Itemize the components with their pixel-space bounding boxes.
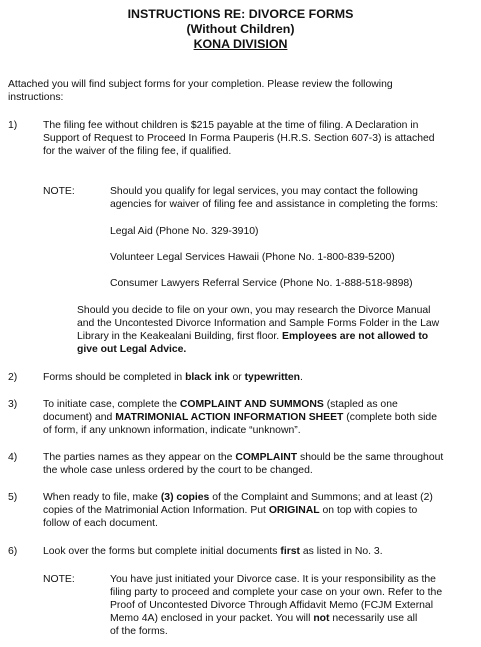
item-6-note-label: NOTE:: [43, 574, 75, 585]
item-1-line-3: for the waiver of the filing fee, if qualified.: [43, 146, 232, 157]
item-4-line-1: The parties names as they appear on the COMPLAINT should be the same throughout: [43, 452, 444, 463]
item-1-note-label: NOTE:: [43, 186, 75, 197]
item-6-note-line-1: You have just initiated your Divorce case. It is your responsibility as the: [110, 574, 436, 585]
agency-legal-aid: Legal Aid (Phone No. 329-3910): [110, 226, 259, 237]
item-1-line-2: Support of Request to Proceed In Forma Pauperis (H.R.S. Section 607-3) is attached: [43, 133, 435, 144]
item-1-note-line-1: Should you qualify for legal services, you may contact the following: [110, 186, 418, 197]
item-2-number: 2): [8, 372, 18, 383]
item-4-line-2: the whole case unless ordered by the court to be changed.: [43, 465, 313, 476]
legal-advice-warning: Employees are not allowed to: [282, 331, 429, 342]
document-title: INSTRUCTIONS RE: DIVORCE FORMS: [127, 7, 354, 21]
item-1-extra-line-1: Should you decide to file on your own, you may research the Divorce Manual: [77, 305, 431, 316]
item-6-note-line-5: of the forms.: [110, 626, 168, 637]
item-1-number: 1): [8, 120, 18, 131]
item-1-line-1: The filing fee without children is $215 payable at the time of filing. A Declaration in: [43, 120, 419, 131]
item-5-line-1: When ready to file, make (3) copies of the Complaint and Summons; and at least (2): [43, 492, 433, 503]
document-subtitle: (Without Children): [186, 22, 295, 36]
agency-consumer-lawyers: Consumer Lawyers Referral Service (Phone No. 1-888-518-9898): [110, 278, 413, 289]
item-6-note-line-2: filing party to proceed and complete your case on your own. Refer to the: [110, 587, 443, 598]
intro-line-2: instructions:: [8, 92, 64, 103]
item-5-number: 5): [8, 492, 18, 503]
item-3-number: 3): [8, 399, 18, 410]
item-6-number: 6): [8, 546, 18, 557]
intro-line-1: Attached you will find subject forms for your completion. Please review the following: [8, 79, 393, 90]
item-6-note-line-3: Proof of Uncontested Divorce Through Affidavit Memo (FCJM External: [110, 600, 434, 611]
item-6-line-1: Look over the forms but complete initial documents first as listed in No. 3.: [43, 546, 383, 557]
item-2-line-1: Forms should be completed in black ink or typewritten.: [43, 372, 303, 383]
agency-volunteer-legal-services: Volunteer Legal Services Hawaii (Phone No. 1-800-839-5200): [110, 252, 395, 263]
item-6-note-line-4: Memo 4A) enclosed in your packet. You will not necessarily use all: [110, 613, 418, 624]
item-3-line-3: of form, if any unknown information, indicate “unknown”.: [43, 425, 301, 436]
item-1-note-line-2: agencies for waiver of filing fee and assistance in completing the forms:: [110, 199, 439, 210]
item-1-extra-line-4: give out Legal Advice.: [77, 344, 187, 355]
item-3-line-1: To initiate case, complete the COMPLAINT AND SUMMONS (stapled as one: [43, 399, 398, 410]
item-5-line-2: copies of the Matrimonial Action Information. Put ORIGINAL on top with copies to: [43, 505, 418, 516]
item-1-extra-line-3: Library in the Keakealani Building, first floor. Employees are not allowed to: [77, 331, 429, 342]
item-4-number: 4): [8, 452, 18, 463]
division-heading: KONA DIVISION: [193, 37, 288, 51]
item-5-line-3: follow of each document.: [43, 518, 158, 529]
item-1-extra-line-2: and the Uncontested Divorce Information and Sample Forms Folder in the Law: [77, 318, 440, 329]
item-3-line-2: document) and MATRIMONIAL ACTION INFORMATION SHEET (complete both side: [43, 412, 437, 423]
